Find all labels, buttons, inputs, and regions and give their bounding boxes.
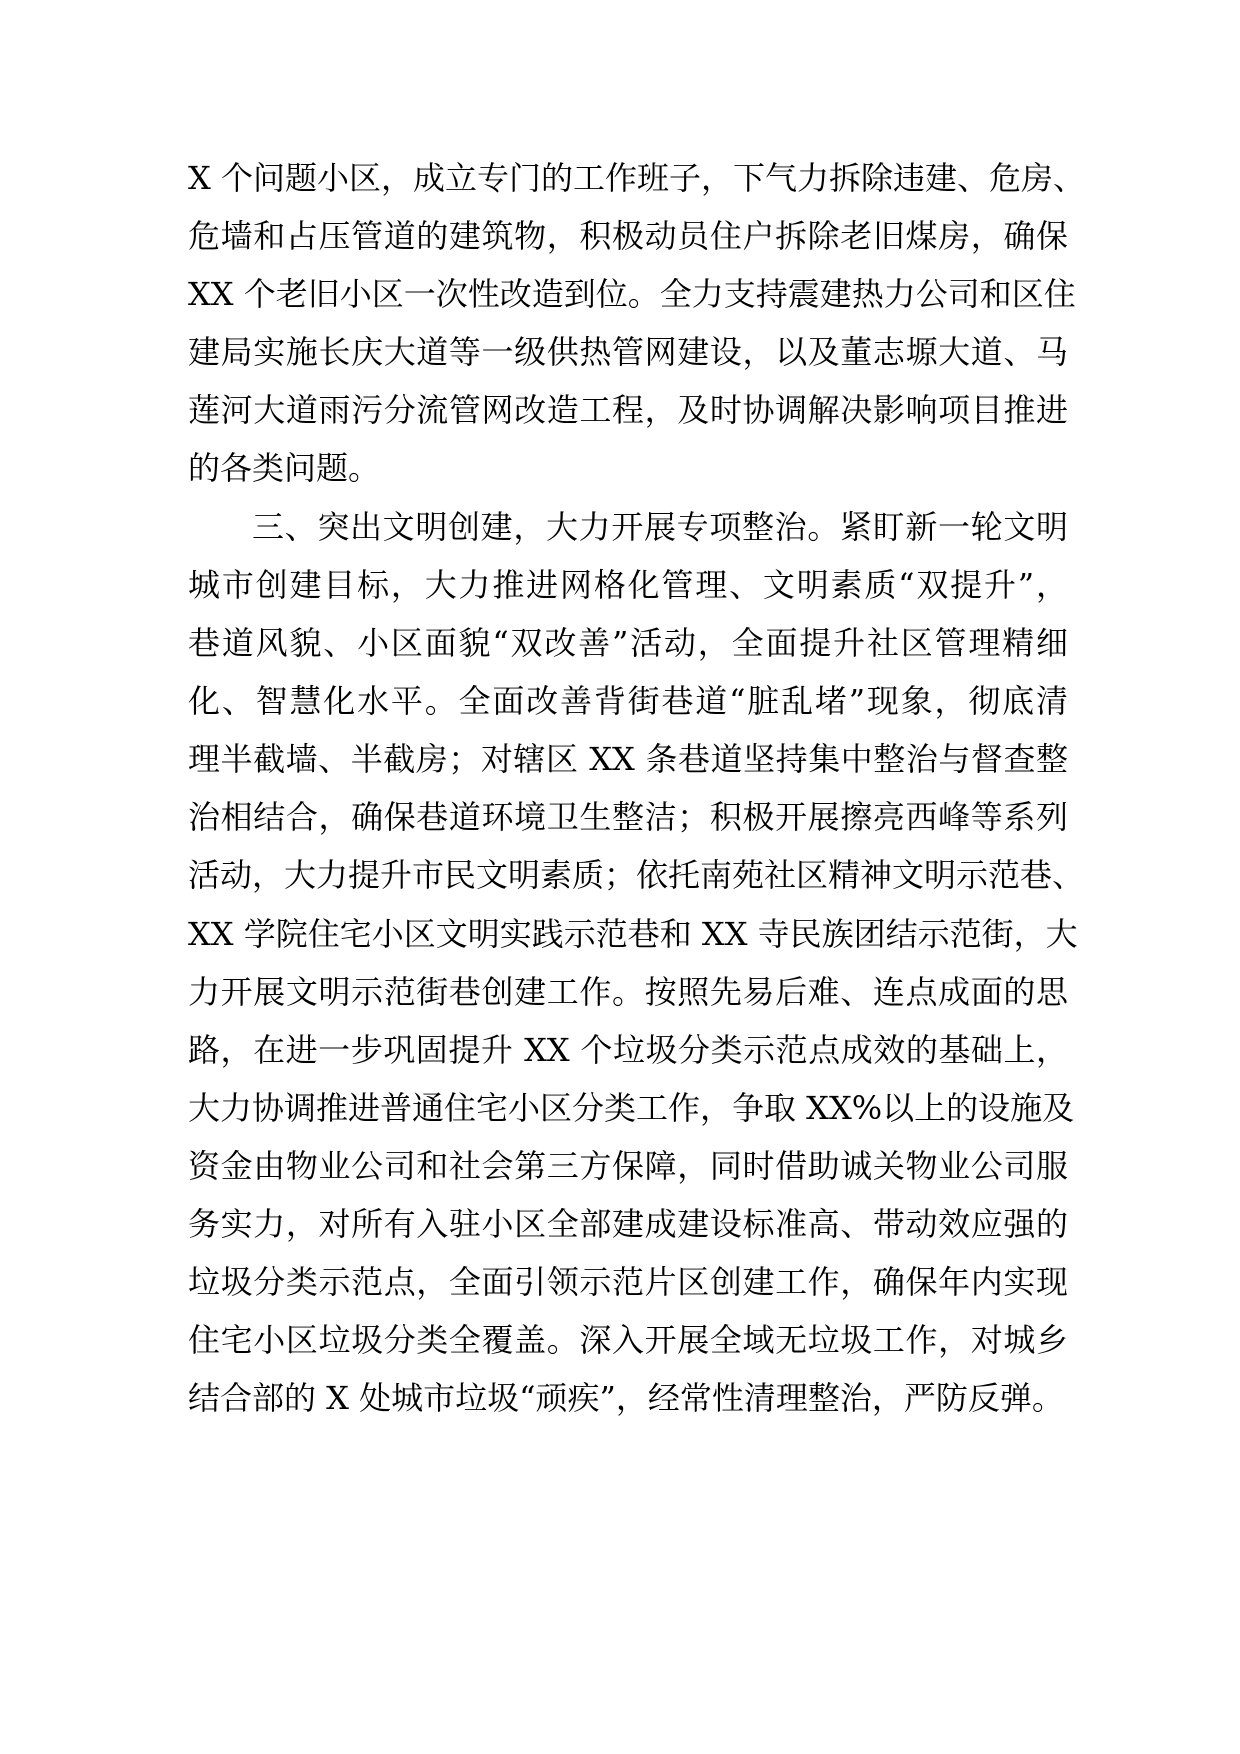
text-line: 理半截墙、半截房；对辖区 XX 条巷道坚持集中整治与督查整 — [188, 740, 1068, 778]
text-line: 治相结合，确保巷道环境卫生整洁；积极开展擦亮西峰等系列 — [188, 798, 1068, 836]
text-line: 大力协调推进普通住宅小区分类工作，争取 XX%以上的设施及 — [188, 1089, 1075, 1127]
text-line: 垃圾分类示范点，全面引领示范片区创建工作，确保年内实现 — [188, 1263, 1068, 1301]
text-line: 住宅小区垃圾分类全覆盖。深入开展全域无垃圾工作，对城乡 — [188, 1321, 1068, 1359]
text-line: 化、智慧化水平。全面改善背街巷道“脏乱堵”现象，彻底清 — [188, 682, 1068, 720]
text-line: XX 个老旧小区一次性改造到位。全力支持震建热力公司和区住 — [188, 275, 1076, 313]
text-line: 力开展文明示范街巷创建工作。按照先易后难、连点成面的思 — [188, 973, 1068, 1011]
text-line: X 个问题小区，成立专门的工作班子，下气力拆除违建、危房、 — [188, 159, 1085, 197]
text-line: 建局实施长庆大道等一级供热管网建设，以及董志塬大道、马 — [188, 333, 1068, 371]
text-line: 城市创建目标，大力推进网格化管理、文明素质“双提升”， — [188, 566, 1068, 604]
text-line: 的各类问题。 — [188, 449, 381, 487]
text-line: 资金由物业公司和社会第三方保障，同时借助诚关物业公司服 — [188, 1147, 1068, 1185]
text-line: 莲河大道雨污分流管网改造工程，及时协调解决影响项目推进 — [188, 391, 1068, 429]
text-line: 结合部的 X 处城市垃圾“顽疾”，经常性清理整治，严防反弹。 — [188, 1379, 1064, 1417]
section-heading-line: 三、突出文明创建，大力开展专项整治。紧盯新一轮文明 — [252, 508, 1068, 546]
text-line: 活动，大力提升市民文明素质；依托南苑社区精神文明示范巷、 — [188, 856, 1085, 894]
text-line: 务实力，对所有入驻小区全部建成建设标准高、带动效应强的 — [188, 1205, 1068, 1243]
text-line: XX 学院住宅小区文明实践示范巷和 XX 寺民族团结示范街，大 — [188, 915, 1078, 953]
text-line: 巷道风貌、小区面貌“双改善”活动，全面提升社区管理精细 — [188, 624, 1068, 662]
text-line: 路，在进一步巩固提升 XX 个垃圾分类示范点成效的基础上， — [188, 1031, 1068, 1069]
text-line: 危墙和占压管道的建筑物，积极动员住户拆除老旧煤房，确保 — [188, 217, 1068, 255]
